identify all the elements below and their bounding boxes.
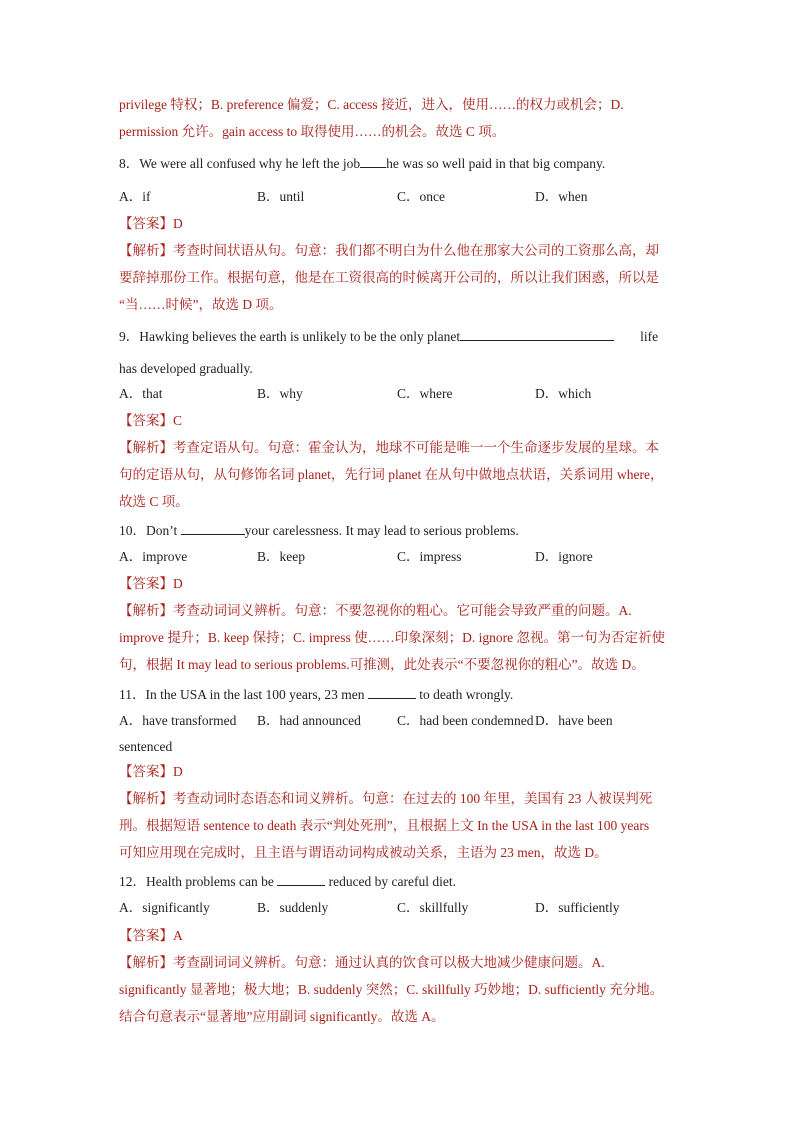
q10-option-a: A．improve [119, 549, 188, 564]
q8-answer-label: 【答案】 [119, 216, 173, 231]
q8-option-b: B．until [257, 189, 305, 204]
q9-stem [119, 326, 658, 347]
q10-option-c: C．impress [397, 549, 462, 564]
q8-analysis-line-3: “当……时候”，故选 D 项。 [119, 297, 283, 312]
q9-options [119, 384, 685, 404]
q9-answer-value: C [173, 413, 183, 428]
q12-answer-label: 【答案】 [119, 928, 173, 943]
q12-option-d: D．sufficiently [535, 900, 620, 915]
q9-answer-label: 【答案】 [119, 413, 173, 428]
q11-option-a: A．have transformed [119, 713, 237, 728]
q11-option-d: D．have been [535, 713, 613, 728]
q12-option-b: B．suddenly [257, 900, 329, 915]
q9-analysis-line-1 [119, 438, 659, 458]
q10-answer-label: 【答案】 [119, 576, 173, 591]
q11-answer-label: 【答案】 [119, 764, 173, 779]
q9-stem-c: has developed gradually. [119, 361, 253, 376]
q12-analysis-line-2: significantly 显著地；极大地；B. suddenly 突然；C. skillfully 巧妙地；D. sufficiently 充分地。 [119, 982, 664, 997]
q9-analysis-text-1: 考查定语从句。句意：霍金认为，地球不可能是唯一一个生命逐步发展的星球。本 [173, 440, 659, 455]
q10-blank [181, 520, 245, 535]
q12-options [119, 898, 685, 918]
q8-answer-value: D [173, 216, 183, 231]
q11-answer [119, 762, 183, 782]
q10-analysis-text-1: 考查动词词义辨析。句意：不要忽视你的粗心。它可能会导致严重的问题。A. [173, 603, 632, 618]
q9-stem-a: 9．Hawking believes the earth is unlikely to be the only planet [119, 329, 461, 344]
q12-option-a: A．significantly [119, 900, 210, 915]
q11-stem [119, 684, 513, 705]
q8-analysis-label: 【解析】 [119, 243, 173, 258]
q11-option-d-cont: sentenced [119, 739, 173, 754]
q11-analysis-text-1: 考查动词时态语态和词义辨析。句意：在过去的 100 年里，美国有 23 人被误判死 [173, 791, 653, 806]
q8-option-a: A．if [119, 189, 151, 204]
q12-blank [277, 871, 325, 886]
q10-option-b: B．keep [257, 549, 305, 564]
q11-answer-value: D [173, 764, 183, 779]
q12-analysis-line-1 [119, 953, 605, 973]
q9-stem-b: life [640, 329, 659, 344]
q9-analysis-line-2: 句的定语从句，从句修饰名词 planet，先行词 planet 在从句中做地点状语，关系词用 where， [119, 467, 664, 482]
q12-stem [119, 871, 456, 892]
q8-answer [119, 214, 183, 234]
q8-option-c: C．once [397, 189, 445, 204]
q9-option-c: C．where [397, 386, 453, 401]
q10-stem-b: your carelessness. It may lead to serious problems. [244, 523, 519, 538]
q12-analysis-text-1: 考查副词词义辨析。句意：通过认真的饮食可以极大地减少健康问题。A. [173, 955, 605, 970]
q8-analysis-line-1 [119, 241, 659, 261]
q10-answer-value: D [173, 576, 183, 591]
q10-stem-a: 10．Don’t [119, 523, 181, 538]
q8-analysis-text-1: 考查时间状语从句。句意：我们都不明白为什么他在那家大公司的工资那么高，却 [173, 243, 659, 258]
q12-option-c: C．skillfully [397, 900, 469, 915]
q12-answer-value: A [173, 928, 183, 943]
q12-answer [119, 926, 183, 946]
q12-stem-b: reduced by careful diet. [325, 874, 457, 889]
q11-stem-a: 11．In the USA in the last 100 years, 23 men [119, 687, 368, 702]
q10-analysis-line-1 [119, 601, 632, 621]
q11-options [119, 711, 685, 731]
q9-option-b: B．why [257, 386, 303, 401]
q8-options [119, 187, 685, 207]
q11-blank [368, 684, 416, 699]
q12-analysis-line-3: 结合句意表示“显著地”应用副词 significantly。故选 A。 [119, 1009, 445, 1024]
q9-analysis-label: 【解析】 [119, 440, 173, 455]
q11-stem-b: to death wrongly. [415, 687, 514, 702]
q12-analysis-label: 【解析】 [119, 955, 173, 970]
q9-blank [460, 326, 614, 341]
q10-options [119, 547, 685, 567]
q9-option-a: A．that [119, 386, 163, 401]
q8-stem-a: 8．We were all confused why he left the job [119, 156, 361, 171]
q11-analysis-line-3: 可知应用现在完成时，且主语与谓语动词构成被动关系，主语为 23 men，故选 D。 [119, 845, 608, 860]
q8-option-d: D．when [535, 189, 588, 204]
q9-analysis-line-3: 故选 C 项。 [119, 494, 189, 509]
q8-stem-b: he was so well paid in that big company. [386, 156, 606, 171]
q7-analysis-line-2: permission 允许。gain access to 取得使用……的机会。故选 C 项。 [119, 124, 506, 139]
q9-option-d: D．which [535, 386, 592, 401]
q11-option-c: C．had been condemned [397, 713, 534, 728]
q11-analysis-label: 【解析】 [119, 791, 173, 806]
q11-analysis-line-1 [119, 789, 652, 809]
q12-stem-a: 12．Health problems can be [119, 874, 278, 889]
q8-blank [360, 153, 386, 168]
q10-analysis-label: 【解析】 [119, 603, 173, 618]
q10-analysis-line-3: 句，根据 It may lead to serious problems.可推测，此处表示“不要忽视你的粗心”。故选 D。 [119, 657, 645, 672]
q11-option-b: B．had announced [257, 713, 361, 728]
q8-analysis-line-2: 要辞掉那份工作。根据句意，他是在工资很高的时候离开公司的，所以让我们困惑，所以是 [119, 270, 659, 285]
q8-stem [119, 153, 605, 174]
q10-analysis-line-2: improve 提升；B. keep 保持；C. impress 使……印象深刻；D. ignore 忽视。第一句为否定祈使 [119, 630, 665, 645]
q7-analysis-line-1: privilege 特权；B. preference 偏爱；C. access 接近，进入，使用……的权力或机会；D. [119, 97, 624, 112]
q10-stem [119, 520, 519, 541]
q11-analysis-line-2: 刑。根据短语 sentence to death 表示“判处死刑”，且根据上文 In the USA in the last 100 years [119, 818, 650, 833]
q9-answer [119, 411, 182, 431]
q10-option-d: D．ignore [535, 549, 593, 564]
q10-answer [119, 574, 183, 594]
